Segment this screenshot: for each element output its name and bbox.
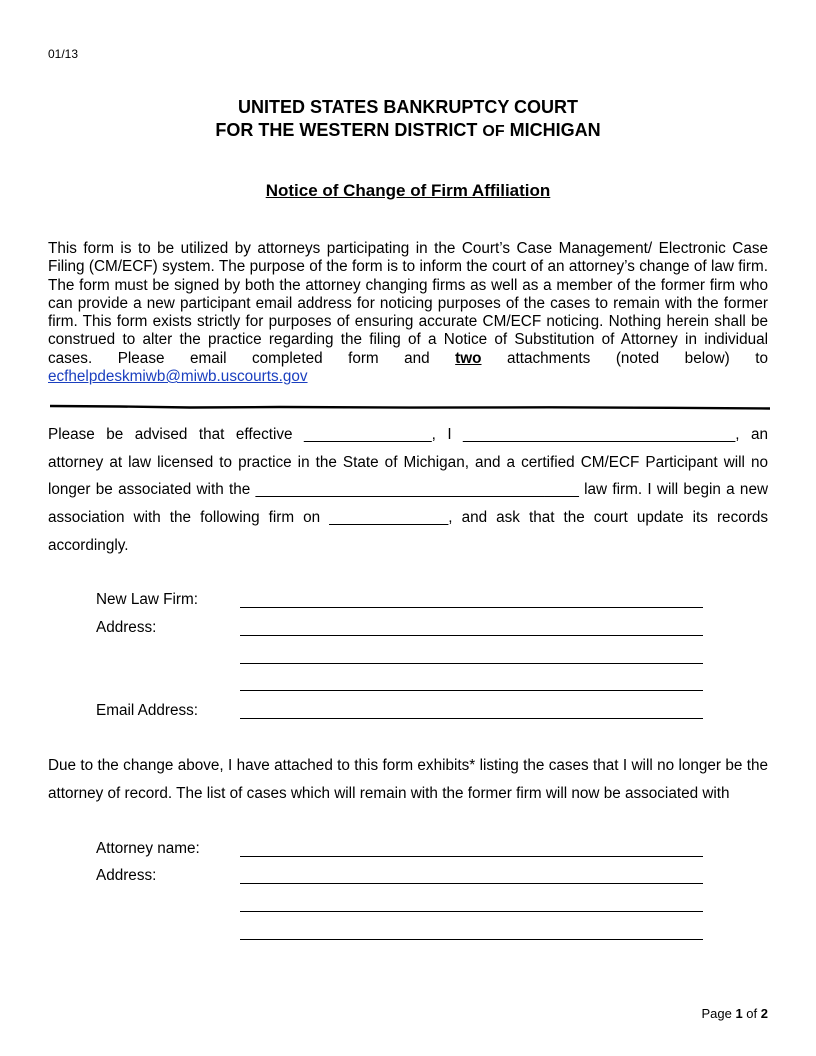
page-of: of — [742, 1006, 761, 1021]
effective-date-blank[interactable]: _______________ — [304, 426, 432, 443]
court-name-line1: UNITED STATES BANKRUPTCY COURT — [237, 97, 578, 117]
attorney-name-blank[interactable]: ________________________________ — [463, 426, 736, 443]
page-current: 1 — [735, 1006, 743, 1021]
former-firm-blank[interactable]: ______________________________________ — [255, 481, 579, 499]
intro-paragraph — [48, 240, 768, 386]
new-firm-address-label: Address: — [96, 619, 157, 636]
new-firm-address-line-1[interactable] — [240, 635, 703, 636]
former-address-line-3[interactable] — [240, 939, 703, 940]
form-code: 01/13 — [48, 47, 79, 61]
change-paragraph: Due to the change above, I have attached to this form exhibits* listing the cases that I will no longer be the attorney of record. The list of cases which will remain with the former firm will now be associated with — [48, 757, 768, 802]
advise-part4: law firm. I will begin a new association with the following firm on — [48, 481, 768, 527]
advise-part1: Please be advised that effective — [48, 426, 304, 443]
new-law-firm-line[interactable] — [240, 607, 703, 608]
intro-emphasis: two — [455, 349, 482, 367]
attorney-name-line[interactable] — [240, 856, 703, 857]
attorney-name-label: Attorney name: — [96, 840, 200, 857]
former-address-label: Address: — [96, 867, 157, 884]
new-association-date-blank[interactable]: ______________ — [329, 509, 449, 527]
new-firm-address-line-3[interactable] — [240, 690, 703, 691]
court-name-state: MICHIGAN — [504, 120, 601, 140]
court-name-of: OF — [482, 123, 505, 140]
email-address-line[interactable] — [240, 718, 703, 719]
advise-part3: , an attorney at law licensed to practice in the State of Michigan, and a certified CM/ECF Participant will no longer be associated with the — [48, 426, 769, 499]
page-title: Notice of Change of Firm Affiliation — [265, 181, 551, 200]
former-address-line-2[interactable] — [240, 911, 703, 912]
help-desk-email-link[interactable]: ecfhelpdeskmiwb@miwb.uscourts.gov — [48, 368, 308, 386]
new-firm-address-line-2[interactable] — [240, 663, 703, 664]
intro-after-emphasis: attachments (noted below) to — [481, 349, 768, 367]
advise-part2: , I — [431, 426, 464, 443]
court-name-line2 — [0, 119, 816, 143]
page-total: 2 — [760, 1006, 768, 1021]
advisement-paragraph — [48, 421, 768, 560]
former-address-line-1[interactable] — [240, 883, 703, 884]
page-number — [701, 1006, 768, 1021]
email-address-label: Email Address: — [96, 702, 199, 719]
page-prefix: Page — [701, 1006, 736, 1021]
court-name-district: FOR THE WESTERN DISTRICT — [215, 120, 483, 140]
section-separator — [50, 403, 770, 411]
intro-text: This form is to be utilized by attorneys participating in the Court’s Case Management/ Electronic Case Filing (CM/ECF) system. The purpose of the form is to inform the court of an attorney’s change of law firm. The form must be signed by both the attorney changing firms as well as a member of the former firm who can provide a new participant email address for noticing purposes of the cases to remain with the former firm. This form exists strictly for purposes of ensuring accurate CM/ECF noticing. Nothing herein shall be construed to alter the practice regarding the filing of a Notice of Substitution of Attorney in individual cases. Please email completed form and — [48, 240, 768, 367]
new-law-firm-label: New Law Firm: — [96, 591, 198, 608]
advise-part5: , and ask that the court update its records accordingly. — [48, 509, 768, 554]
